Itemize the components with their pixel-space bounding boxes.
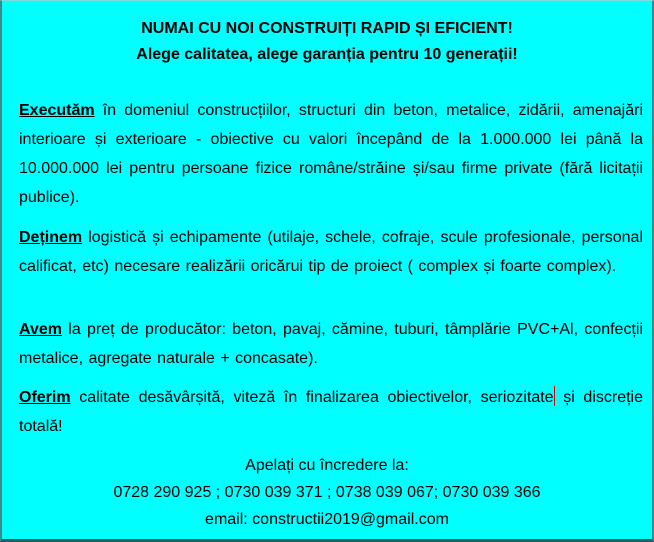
contact-email: email: constructii2019@gmail.com (205, 511, 449, 528)
headline-primary: NUMAI CU NOI CONSTRUIȚI RAPID ȘI EFICIENT! (141, 20, 513, 37)
paragraph-lead-oferim: Oferim (19, 389, 71, 406)
paragraph-text-detinem: logistică și echipamente (utilaje, schele, cofraje, scule profesionale, personal calificat, etc) necesare realizării oricărui tip de proiect ( complex și foarte complex). (19, 229, 643, 275)
paragraph-text-executam: în domeniul construcțiilor, structuri din beton, metalice, zidării, amenajări interioare și exterioare - obiective cu valori începând de la 1.000.000 lei până la 10.000.000 lei pentru persoane fizice române/străine și/sau firme private (fără licitații publice). (19, 102, 643, 206)
headline-secondary: Alege calitatea, alege garanția pentru 10 generații! (136, 46, 518, 63)
paragraph-detinem (19, 223, 643, 281)
paragraph-lead-avem: Avem (19, 321, 62, 338)
paragraph-text-avem: la preț de producător: beton, pavaj, cămine, tuburi, tâmplărie PVC+Al, confecții metalice, agregate naturale + concasate). (19, 321, 643, 367)
paragraph-lead-executam: Executăm (19, 102, 95, 119)
contact-phones: 0728 290 925 ; 0730 039 371 ; 0738 039 067; 0730 039 366 (113, 484, 541, 501)
paragraph-avem (19, 315, 643, 373)
paragraph-lead-detinem: Deținem (19, 229, 83, 246)
paragraph-text-oferim-part1: calitate desăvârșită, viteză în finalizarea obiectivelor, seriozitate (70, 389, 554, 406)
paragraph-oferim[interactable] (19, 383, 643, 441)
contact-intro: Apelați cu încredere la: (245, 457, 409, 474)
paragraph-executam (19, 96, 643, 212)
paragraph-text-oferim-part2: și discreție totală! (19, 389, 643, 435)
